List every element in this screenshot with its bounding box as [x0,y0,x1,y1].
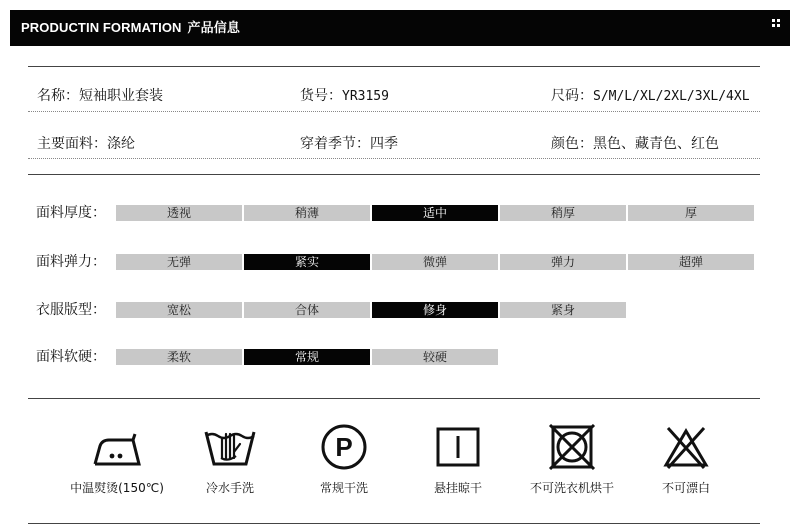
title-chinese: 产品信息 [187,20,240,35]
info-fabric-label: 主要面料： [37,136,107,152]
info-size-label: 尺码： [551,88,593,104]
no-tumble-dry-icon [542,424,602,470]
attribute-label: 面料软硬： [36,349,106,365]
care-item [57,424,177,496]
info-fabric-value: 涤纶 [107,136,135,152]
info-season-value: 四季 [370,136,398,152]
scale-option-selected: 适中 [372,205,498,221]
info-fabric [37,135,135,153]
care-label: 不可漂白 [661,481,710,495]
care-label: 不可洗衣机烘干 [529,481,614,495]
attribute-scale [116,302,628,318]
care-label: 冷水手洗 [205,481,254,495]
attribute-label: 面料弹力： [36,254,106,270]
info-size-value: S/M/L/XL/2XL/3XL/4XL [593,89,750,104]
care-label: 中温熨烫(150℃) [70,481,164,495]
scale-option: 无弹 [116,254,242,270]
page-title [21,10,240,46]
info-name-value: 短袖职业套装 [79,88,163,104]
scale-option: 稍厚 [500,205,626,221]
scale-option: 紧身 [500,302,626,318]
menu-dots-icon [772,19,780,27]
care-item [512,424,632,496]
scale-option: 稍薄 [244,205,370,221]
dotted-divider [28,158,760,159]
attribute-scale [116,254,756,270]
title-english: PRODUCTIN FORMATION [21,20,182,35]
attribute-scale [116,349,500,365]
scale-option: 较硬 [372,349,498,365]
info-name-label: 名称： [37,88,79,104]
info-size [551,87,750,106]
info-code-value: YR3159 [342,89,389,104]
divider [28,523,760,524]
svg-text:P: P [335,432,353,462]
care-item [170,424,290,496]
info-color [551,135,719,153]
care-label: 常规干洗 [319,481,368,495]
line-dry-icon [428,424,488,470]
care-item [626,424,746,496]
info-color-label: 颜色： [551,136,593,152]
scale-option-selected: 修身 [372,302,498,318]
scale-option: 超弹 [628,254,754,270]
scale-option: 透视 [116,205,242,221]
divider [28,398,760,399]
attribute-label: 面料厚度： [36,205,106,221]
care-item [398,424,518,496]
attribute-scale [116,205,756,221]
dry-clean-p-icon [314,424,374,470]
no-bleach-icon [656,424,716,470]
scale-option: 宽松 [116,302,242,318]
info-code [300,87,389,106]
hand-wash-cold-icon [200,424,260,470]
dotted-divider [28,111,760,112]
iron-medium-icon [87,424,147,470]
info-season [300,135,398,153]
care-label: 悬挂晾干 [433,481,482,495]
info-code-label: 货号： [300,88,342,104]
scale-option: 柔软 [116,349,242,365]
scale-option-selected: 常规 [244,349,370,365]
divider [28,174,760,175]
attribute-label: 衣服版型： [36,302,106,318]
scale-option-selected: 紧实 [244,254,370,270]
info-color-value: 黑色、藏青色、红色 [593,136,719,152]
info-name [37,87,163,105]
header-bar [10,10,790,46]
care-item [284,424,404,496]
scale-option: 弹力 [500,254,626,270]
scale-option: 厚 [628,205,754,221]
divider [28,66,760,67]
scale-option: 合体 [244,302,370,318]
info-season-label: 穿着季节： [300,136,370,152]
scale-option: 微弹 [372,254,498,270]
